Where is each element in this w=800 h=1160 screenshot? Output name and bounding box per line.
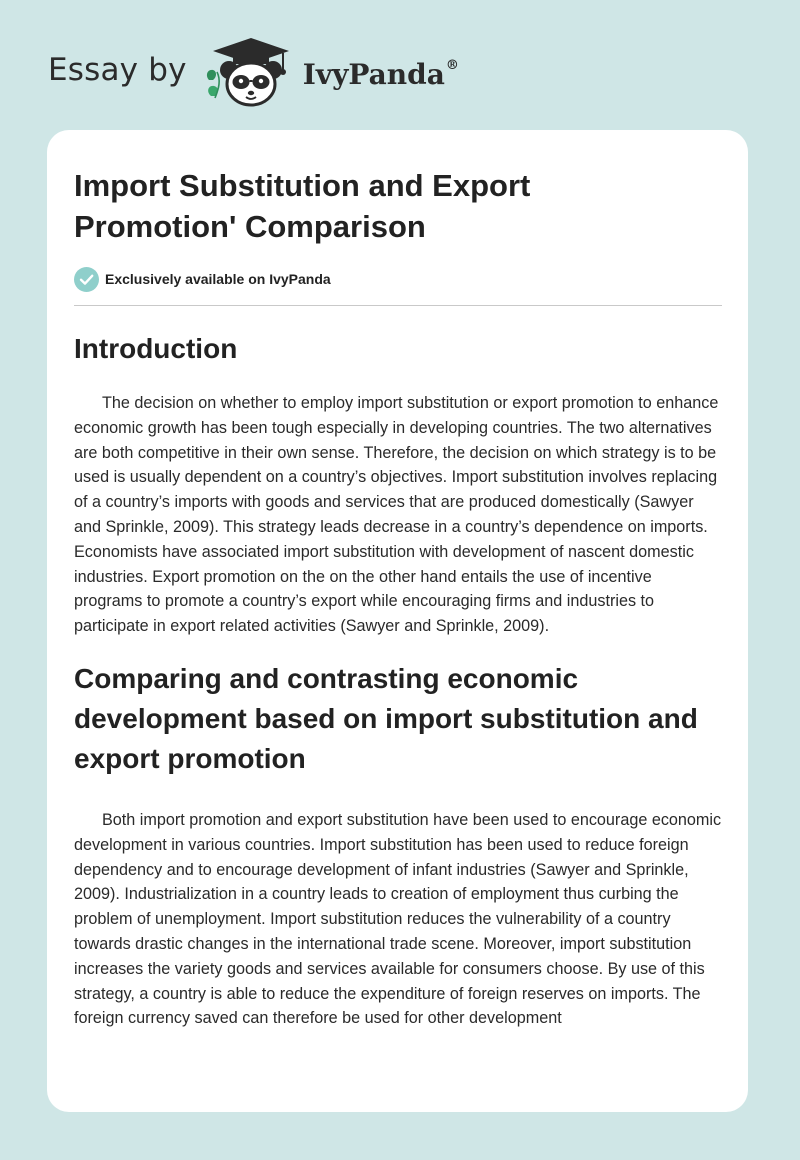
- registered-mark: ®: [445, 58, 459, 74]
- section-paragraph: Both import promotion and export substitution have been used to encourage economic development in various countries. Import substitution has been used to reduce foreign dependency and to encourage development of infant industries (Sawyer and Sprinkle, 2009). Industrialization in a country leads to creation of employment thus curbing the problem of unemployment. Import substitution reduces the vulnerability of a country towards drastic changes in the international trade scene. Moreover, import substitution increases the variety goods and services available for consumers choose. By use of this strategy, a country is able to reduce the expenditure of foreign reserves on imports. The foreign currency saved can therefore be used for other development: [74, 810, 722, 1028]
- section-introduction: [74, 329, 722, 639]
- check-circle-icon: [74, 267, 99, 292]
- brand-header: [48, 36, 459, 108]
- brand-prefix: Essay by: [48, 52, 187, 88]
- exclusive-badge-text: Exclusively available on IvyPanda: [105, 271, 331, 287]
- page-title: Import Substitution and Export Promotion' Comparison: [74, 168, 531, 244]
- section-heading: Comparing and contrasting economic development based on import substitution and export promotion: [74, 662, 698, 774]
- section-paragraph: The decision on whether to employ import substitution or export promotion to enhance economic growth has been tough especially in developing countries. The two alternatives are both competitive in their own sense. Therefore, the decision on which strategy is to be used is usually dependent on a country’s objectives. Import substitution involves replacing of a country’s imports with goods and services that are produced domestically (Sawyer and Sprinkle, 2009). This strategy leads decrease in a country’s dependence on imports. Economists have associated import substitution with development of nascent domestic industries. Export promotion on the on the other hand entails the use of incentive programs to promote a country’s export while encouraging firms and industries to participate in export related activities (Sawyer and Sprinkle, 2009).: [74, 394, 719, 636]
- brand-name[interactable]: [303, 58, 459, 91]
- panda-graduate-icon[interactable]: [203, 36, 299, 108]
- section-heading: Introduction: [74, 333, 238, 364]
- title-divider: [74, 305, 722, 306]
- section-comparison: [74, 659, 722, 1031]
- essay-card: [47, 130, 748, 1112]
- exclusive-badge: [74, 266, 722, 292]
- brand-name-text: IvyPanda: [302, 57, 445, 91]
